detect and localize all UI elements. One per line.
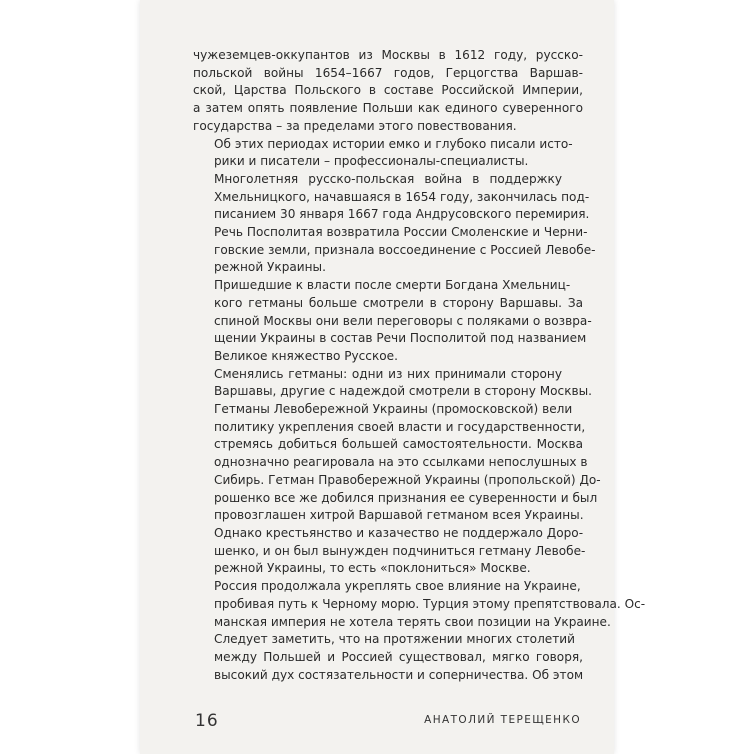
paragraph-3 [193, 171, 596, 277]
text-line: государства – за пределами этого повествования. [193, 118, 517, 133]
page-footer [193, 711, 583, 731]
paragraph-8 [193, 631, 583, 684]
text-line: стремясь добиться большей самостоятельности. Москва [214, 437, 583, 452]
text-line: манская империя не хотела терять свои позиции на Украине. [214, 614, 611, 629]
paragraph-7 [193, 578, 646, 631]
text-line: Сибирь. Гетман Правобережной Украины (пропольской) До- [214, 472, 601, 487]
paragraph-1 [193, 47, 583, 136]
text-line: пробивая путь к Черному морю. Турция этому препятствовала. Ос- [214, 596, 646, 611]
text-line: говские земли, признала воссоединение с Россией Левобе- [214, 242, 596, 257]
text-line: режной Украины. [214, 260, 326, 275]
text-line: однозначно реагировала на это ссылками непослушных в [214, 455, 588, 470]
text-line: Однако крестьянство и казачество не поддержало Доро- [214, 525, 584, 540]
text-line: ской, Царства Польского в составе Российской Империи, [193, 83, 583, 98]
text-line: провозглашен хитрой Варшавой гетманом всея Украины. [214, 508, 584, 523]
text-line: рошенко все же добился признания ее суверенности и был [214, 490, 598, 505]
text-line: между Польшей и Россией существовал, мягко говоря, [214, 649, 583, 664]
text-line: Многолетняя русско-польская война в поддержку [214, 171, 562, 186]
book-page [140, 0, 646, 754]
text-line: Варшавы, другие с надеждой смотрели в сторону Москвы. [214, 384, 593, 399]
text-line: Следует заметить, что на протяжении многих столетий [214, 632, 576, 647]
paragraph-4 [193, 277, 592, 366]
text-line: Пришедшие к власти после смерти Богдана Хмельниц- [214, 278, 571, 293]
text-line: режной Украины, то есть «поклониться» Москве. [214, 561, 531, 576]
text-line: чужеземцев-оккупантов из Москвы в 1612 году, русско- [193, 48, 583, 62]
text-line: Россия продолжала укреплять свое влияние на Украине, [214, 579, 581, 594]
running-author: АНАТОЛИЙ ТЕРЕЩЕНКО [424, 714, 581, 726]
text-line: шенко, и он был вынужден подчиниться гетману Левобе- [214, 543, 586, 558]
page-number: 16 [195, 711, 219, 731]
text-line: рики и писатели – профессионалы-специалисты. [214, 154, 529, 169]
text-line: кого гетманы больше смотрели в сторону Варшавы. За [214, 295, 583, 310]
paragraph-5 [193, 366, 593, 401]
text-line: а затем опять появление Польши как единого суверенного [193, 101, 583, 116]
text-line: Великое княжество Русское. [214, 348, 398, 363]
text-line: польской войны 1654–1667 годов, Герцогства Варшав- [193, 65, 583, 80]
text-line: писанием 30 января 1667 года Андрусовского перемирия. [214, 207, 590, 222]
text-line: Хмельницкого, начавшаяся в 1654 году, закончилась под- [214, 189, 590, 204]
text-line: Гетманы Левобережной Украины (промосковской) вели [214, 402, 573, 417]
text-line: политику укрепления своей власти и государственности, [214, 419, 586, 434]
paragraph-2 [193, 136, 583, 171]
text-line: высокий дух состязательности и соперничества. Об этом [214, 667, 584, 682]
text-line: спиной Москвы они вели переговоры с поляками о возвра- [214, 313, 592, 328]
text-line: щении Украины в состав Речи Посполитой под названием [214, 331, 587, 346]
text-line: Речь Посполитая возвратила России Смоленские и Черни- [214, 225, 588, 240]
body-text [193, 47, 646, 684]
paragraph-6 [193, 401, 601, 578]
text-line: Сменялись гетманы: одни из них принимали сторону [214, 366, 562, 381]
text-line: Об этих периодах истории емко и глубоко писали исто- [214, 136, 573, 151]
